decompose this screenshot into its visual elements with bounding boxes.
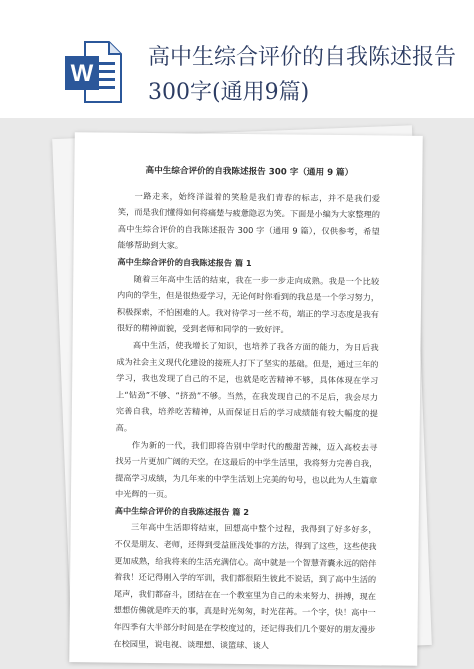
page-title: 高中生综合评价的自我陈述报告300字(通用9篇) <box>148 45 457 105</box>
document-preview <box>0 118 474 669</box>
section-heading-2: 高中生综合评价的自我陈述报告 篇 2 <box>114 505 250 517</box>
section-heading-1: 高中生综合评价的自我陈述报告 篇 1 <box>117 256 252 269</box>
article-title: 高中生综合评价的自我陈述报告 300 字（通用 9 篇） <box>145 165 354 179</box>
word-letter: W <box>70 60 94 87</box>
paragraph: 随着三年高中生活的结束，我在一步一步走向成熟。我是一个比较内向的学生，但是很热爱学习，无论何时你看到的我总是一个学习努力，积极探索，不怕困难的人。我对待学习一丝不苟，端正的学习态度是我有很好的精神面貌，受到老师和同学的一致好评。 <box>116 273 380 335</box>
page-header <box>0 0 474 120</box>
document-content <box>113 163 380 655</box>
word-doc-icon <box>63 38 125 106</box>
intro-paragraph: 一路走来，始终洋溢着的笑脸是我们青春的标志，并不是我们爱笑，而是我们懂得如何将痛楚与疲惫隐忍为笑。下面是小编为大家整理的高中生综合评价的自我陈述报告 300 字（通用 9 篇），仅供参考，希望能够帮助到大家。 <box>117 190 381 251</box>
paragraph: 三年高中生活即将结束，回想高中整个过程，我得到了好多好多，不仅是朋友、老师，还得到受益匪浅处事的方法，得到了这些，这些使我更加成熟，给我将来的生活充满信心。高中就是一个智慧背囊永远的陪伴着我！还记得刚入学的军训，我们都很陌生彼此不说话，到了高中生活的尾声，我们都奋斗，团结在在一个教室里为自己的未来努力、拼搏，现在想想仿佛就是昨天的事，真是时光匆匆，时光荏苒。一个字，快！高中一年四季有大半部分时间是在学校度过的，还记得我们几个要好的朋友漫步在校园里，说电视、谈理想、谈篮球、谈人 <box>113 522 377 650</box>
paragraph: 高中生活，使我增长了知识，也培养了我各方面的能力，为日后我成为社会主义现代化建设的接班人打下了坚实的基础。但是，通过三年的学习，我也发现了自己的不足，也就是吃苦精神不够，具体体现在学习上“钻劲”不够、“挤劲”不够。当然，在我发现自己的不足后，我会尽力完善自我，培养吃苦精神，从而保证日后的学习成绩能有较大幅度的提高。 <box>115 339 379 433</box>
paragraph: 作为新的一代，我们即将告别中学时代的酸甜苦辣，迈入高校去寻找另一片更加广阔的天空。在这最后的中学生活里，我将努力完善自我，提高学习成绩，为几年来的中学生活划上完美的句号，也以此为人生篇章中光辉的一页。 <box>114 439 378 500</box>
document-sheet <box>69 132 423 666</box>
